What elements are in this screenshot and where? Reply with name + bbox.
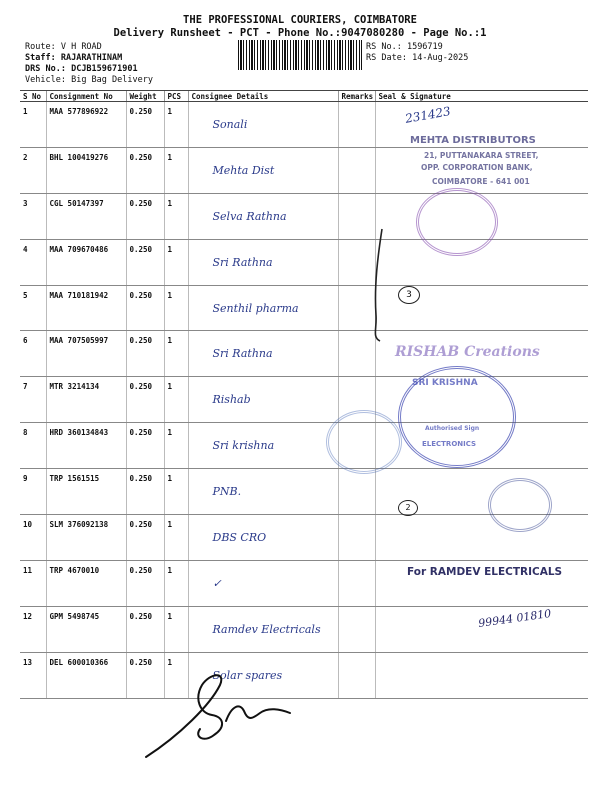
col-header-consignee: Consignee Details — [188, 91, 338, 102]
cell-pcs: 1 — [164, 102, 188, 148]
table-row — [20, 652, 588, 698]
table-row — [20, 239, 588, 285]
cell-weight: 0.250 — [126, 285, 164, 331]
round-seal-selva — [416, 188, 498, 256]
consignee-handwriting: Senthil pharma — [212, 301, 299, 315]
cell-remarks — [338, 652, 375, 698]
seal-handwriting-1: 231423 — [404, 104, 452, 126]
cell-weight: 0.250 — [126, 102, 164, 148]
consignee-handwriting: Solar spares — [212, 668, 283, 682]
table-header-row — [20, 91, 588, 102]
meta-left — [25, 42, 153, 86]
cell-pcs: 1 — [164, 469, 188, 515]
cell-consignment: MTR 3214134 — [46, 377, 126, 423]
cell-consignment: SLM 376092138 — [46, 515, 126, 561]
vehicle-line: Vehicle: Big Bag Delivery — [25, 75, 153, 85]
cell-remarks — [338, 147, 375, 193]
cell-weight: 0.250 — [126, 147, 164, 193]
consignee-handwriting: Mehta Dist — [212, 163, 275, 177]
staff-line: Staff: RAJARATHINAM — [25, 53, 123, 63]
barcode-image — [238, 40, 362, 70]
drs-line: DRS No.: DCJB159671901 — [25, 64, 138, 74]
cell-weight: 0.250 — [126, 560, 164, 606]
cell-consignee — [188, 193, 338, 239]
round-seal-dbs — [488, 478, 552, 532]
stamp-authorised: Authorised Sign — [425, 425, 480, 432]
cell-consignment: TRP 4670010 — [46, 560, 126, 606]
document-subtitle: Delivery Runsheet - PCT - Phone No.:9047080280 - Page No.:1 — [113, 27, 487, 39]
cell-pcs: 1 — [164, 423, 188, 469]
cell-sno: 10 — [20, 515, 46, 561]
col-header-seal: Seal & Signature — [375, 91, 588, 102]
cell-pcs: 1 — [164, 239, 188, 285]
cell-weight: 0.250 — [126, 331, 164, 377]
drs-value: DCJB159671901 — [71, 64, 138, 74]
stamp-mehta-address3: COIMBATORE - 641 001 — [432, 177, 530, 186]
remarks-circle-3: 3 — [398, 286, 420, 304]
consignee-handwriting: Selva Rathna — [212, 209, 287, 223]
table-row — [20, 285, 588, 331]
cell-remarks — [338, 469, 375, 515]
cell-sno: 4 — [20, 239, 46, 285]
cell-consignment: GPM 5498745 — [46, 606, 126, 652]
remarks-circle-2: 2 — [398, 500, 418, 516]
cell-consignee — [188, 285, 338, 331]
rs-date-value: 14-Aug-2025 — [412, 53, 469, 63]
cell-consignment: MAA 709670486 — [46, 239, 126, 285]
cell-sno: 3 — [20, 193, 46, 239]
consignee-handwriting: Sri Rathna — [212, 255, 273, 269]
cell-weight: 0.250 — [126, 652, 164, 698]
cell-seal — [375, 515, 588, 561]
stamp-mehta-address1: 21, PUTTANAKARA STREET, — [424, 151, 539, 160]
cell-weight: 0.250 — [126, 515, 164, 561]
cell-seal — [375, 652, 588, 698]
rs-no-line: RS No.: 1596719 — [366, 42, 443, 52]
cell-sno: 12 — [20, 606, 46, 652]
cell-pcs: 1 — [164, 652, 188, 698]
stamp-mehta-name: MEHTA DISTRIBUTORS — [410, 135, 536, 146]
stamp-rishab: RISHAB Creations — [395, 344, 540, 360]
stamp-ramdev: For RAMDEV ELECTRICALS — [407, 566, 563, 578]
cell-remarks — [338, 515, 375, 561]
cell-sno: 6 — [20, 331, 46, 377]
consignee-handwriting: Ramdev Electricals — [212, 622, 321, 636]
meta-right — [366, 42, 468, 64]
staff-value: RAJARATHINAM — [60, 53, 123, 63]
col-header-pcs: PCS — [164, 91, 188, 102]
route-value: V H ROAD — [60, 42, 102, 52]
cell-sno: 11 — [20, 560, 46, 606]
stamp-electronics: ELECTRONICS — [422, 440, 477, 448]
cell-pcs: 1 — [164, 331, 188, 377]
cell-sno: 5 — [20, 285, 46, 331]
rs-no-value: 1596719 — [406, 42, 443, 52]
cell-sno: 9 — [20, 469, 46, 515]
route-line: Route: V H ROAD — [25, 42, 102, 52]
cell-consignee — [188, 147, 338, 193]
cell-weight: 0.250 — [126, 239, 164, 285]
cell-pcs: 1 — [164, 606, 188, 652]
cell-weight: 0.250 — [126, 377, 164, 423]
cell-consignee — [188, 469, 338, 515]
cell-remarks — [338, 560, 375, 606]
consignee-handwriting: Rishab — [212, 393, 251, 407]
staff-signature — [140, 665, 300, 765]
cell-pcs: 1 — [164, 377, 188, 423]
consignee-handwriting: PNB. — [212, 485, 242, 499]
col-header-weight: Weight — [126, 91, 164, 102]
cell-sno: 8 — [20, 423, 46, 469]
consignee-handwriting: DBS CRO — [212, 531, 267, 545]
cell-consignment: MAA 577896922 — [46, 102, 126, 148]
cell-consignee — [188, 377, 338, 423]
cell-weight: 0.250 — [126, 606, 164, 652]
cell-consignment: BHL 100419276 — [46, 147, 126, 193]
remarks-bracket-stroke — [370, 225, 390, 345]
cell-consignee — [188, 331, 338, 377]
table-row — [20, 193, 588, 239]
rs-date-line: RS Date: 14-Aug-2025 — [366, 53, 469, 63]
cell-pcs: 1 — [164, 515, 188, 561]
cell-pcs: 1 — [164, 560, 188, 606]
cell-sno: 7 — [20, 377, 46, 423]
cell-sno: 2 — [20, 147, 46, 193]
cell-sno: 1 — [20, 102, 46, 148]
consignee-handwriting: Sri Rathna — [212, 347, 273, 361]
cell-consignment: MAA 710181942 — [46, 285, 126, 331]
cell-consignment: CGL 50147397 — [46, 193, 126, 239]
col-header-sno: S No — [20, 91, 46, 102]
cell-consignment: TRP 1561515 — [46, 469, 126, 515]
vehicle-value: Big Bag Delivery — [71, 75, 153, 85]
consignee-handwriting: ✓ — [212, 576, 222, 590]
cell-pcs: 1 — [164, 285, 188, 331]
cell-remarks — [338, 102, 375, 148]
seal-handwriting-phone: 99944 01810 — [477, 606, 553, 631]
cell-weight: 0.250 — [126, 423, 164, 469]
cell-pcs: 1 — [164, 193, 188, 239]
cell-pcs: 1 — [164, 147, 188, 193]
stamp-mehta-address2: OPP. CORPORATION BANK, — [421, 163, 533, 172]
cell-sno: 13 — [20, 652, 46, 698]
col-header-consignment: Consignment No — [46, 91, 126, 102]
cell-consignee — [188, 606, 338, 652]
cell-consignee — [188, 515, 338, 561]
cell-consignment: DEL 600010366 — [46, 652, 126, 698]
cell-consignment: HRD 360134843 — [46, 423, 126, 469]
consignee-handwriting: Sri krishna — [212, 439, 275, 453]
round-seal-pnb — [326, 410, 402, 474]
stamp-krishna-name: SRI KRISHNA — [412, 378, 478, 388]
cell-remarks — [338, 606, 375, 652]
document-title: THE PROFESSIONAL COURIERS, COIMBATORE — [183, 14, 417, 26]
cell-consignee — [188, 102, 338, 148]
consignee-handwriting: Sonali — [212, 118, 248, 131]
cell-consignment: MAA 707505997 — [46, 331, 126, 377]
cell-weight: 0.250 — [126, 193, 164, 239]
cell-weight: 0.250 — [126, 469, 164, 515]
cell-consignee — [188, 423, 338, 469]
cell-consignee — [188, 560, 338, 606]
col-header-remarks: Remarks — [338, 91, 375, 102]
cell-consignee — [188, 239, 338, 285]
